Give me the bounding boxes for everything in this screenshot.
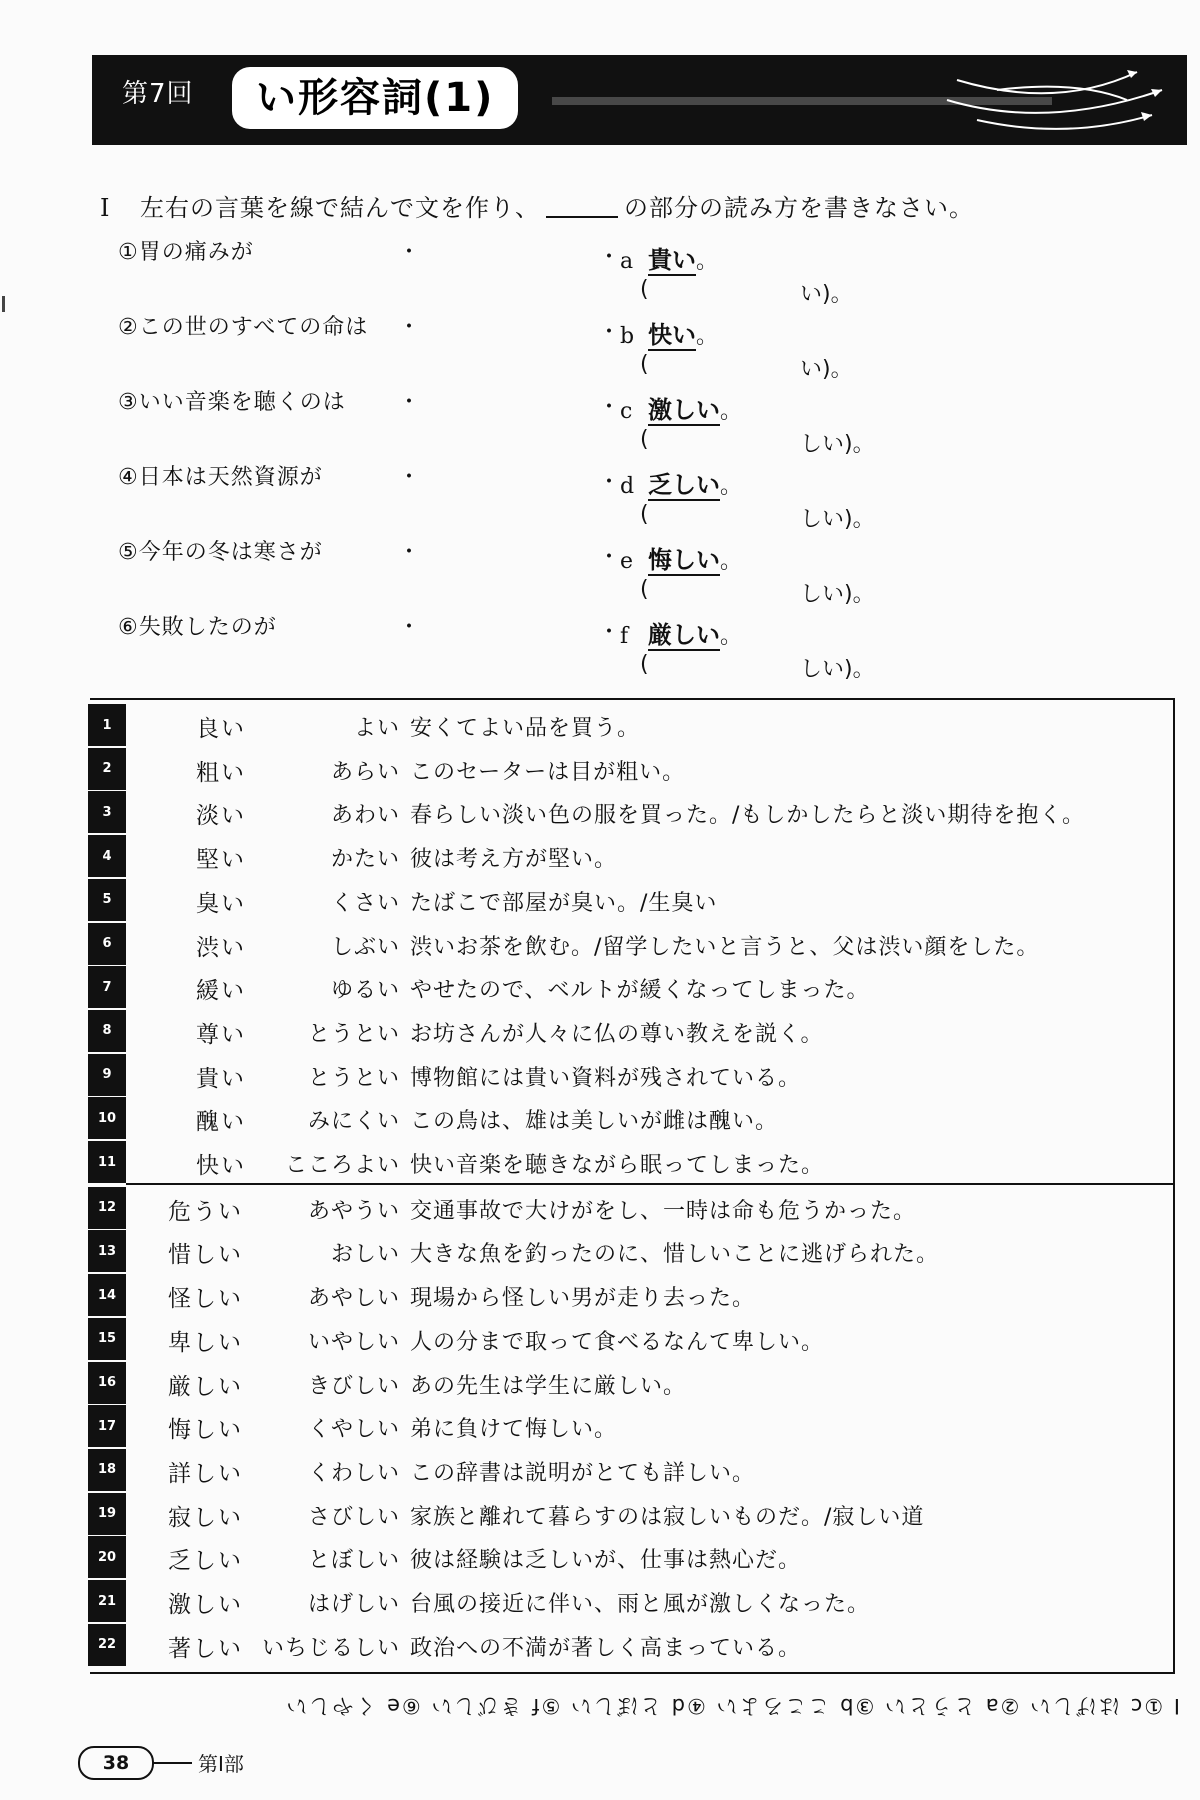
vocab-example: この辞書は説明がとても詳しい。 <box>410 1460 756 1486</box>
vocab-reading: ゆるい <box>330 978 400 1004</box>
reading-answer-field[interactable] <box>640 352 853 382</box>
sentence-end: 。 <box>720 549 743 574</box>
vocab-number: 17 <box>88 1405 126 1447</box>
vocab-kanji: 詳しい <box>168 1460 243 1487</box>
match-dot-left[interactable]: ・ <box>398 390 421 415</box>
option-letter: e <box>620 549 634 574</box>
blank-line <box>546 216 618 218</box>
part-label: 第I部 <box>198 1752 244 1776</box>
exercise-left-item: ⑥失敗したのが <box>118 615 277 640</box>
vocab-number: 16 <box>88 1362 126 1404</box>
paren-close: しい)。 <box>800 432 875 457</box>
vocab-number: 12 <box>88 1187 126 1229</box>
exercise-instruction <box>100 188 974 223</box>
sentence-end: 。 <box>720 474 743 499</box>
vocab-reading: はげしい <box>307 1592 400 1617</box>
paren-open: ( <box>640 577 649 602</box>
vocab-row <box>0 1318 1180 1362</box>
vocab-number: 1 <box>88 704 126 746</box>
sentence-end: 。 <box>696 324 719 349</box>
instruction-text-before: 左右の言葉を線で結んで文を作り、 <box>140 194 540 222</box>
vocab-row <box>0 1097 1180 1141</box>
vocab-kanji: 貴い <box>196 1065 246 1092</box>
match-dot-left[interactable]: ・ <box>398 240 421 265</box>
vocab-number: 15 <box>88 1318 126 1360</box>
vocab-example: 人の分まで取って食べるなんて卑しい。 <box>410 1329 825 1355</box>
exercise-right-item <box>620 315 718 350</box>
match-dot-left[interactable]: ・ <box>398 615 421 640</box>
exercise-right-item <box>620 615 742 650</box>
vocab-kanji: 良い <box>196 716 246 742</box>
vocab-number: 14 <box>88 1274 126 1316</box>
vocab-kanji: 渋い <box>196 934 246 961</box>
vocab-kanji: 緩い <box>196 978 246 1005</box>
target-word: 激しい <box>648 396 720 424</box>
target-word: 悔しい <box>648 546 720 574</box>
reading-answer-field[interactable] <box>640 577 875 607</box>
vocab-number: 2 <box>88 748 126 790</box>
target-word: 快い <box>648 321 696 349</box>
paren-close: い)。 <box>800 357 853 382</box>
vocab-reading: さびしい <box>307 1504 400 1530</box>
vocab-row <box>0 1536 1180 1580</box>
vocab-reading: くわしい <box>307 1460 400 1486</box>
vocab-row <box>0 923 1180 967</box>
vocab-example: あの先生は学生に厳しい。 <box>410 1373 687 1399</box>
vocab-row <box>0 1230 1180 1274</box>
exercise-left-item: ②この世のすべての命は <box>118 315 369 340</box>
vocab-kanji: 激しい <box>168 1592 243 1618</box>
vocab-reading: いちじるしい <box>261 1635 400 1661</box>
paren-open: ( <box>640 277 649 302</box>
paren-open: ( <box>640 427 649 452</box>
exercise-left-item: ①胃の痛みが <box>118 240 254 265</box>
vocab-kanji: 淡い <box>196 803 246 830</box>
scan-edge-mark <box>2 296 5 312</box>
match-dot-left[interactable]: ・ <box>398 540 421 565</box>
answer-key: I ①c はげしい ②a とうとい ③b こころよい ④d とぼしい ⑤f きびしい ⑥e くやしい <box>284 1694 1180 1718</box>
vocab-row <box>0 966 1180 1010</box>
lesson-header <box>92 55 1187 145</box>
vocab-number: 19 <box>88 1493 126 1535</box>
vocab-reading: かたい <box>330 847 400 873</box>
match-dot-left[interactable]: ・ <box>398 315 421 340</box>
vocab-row <box>0 1449 1180 1493</box>
paren-close: しい)。 <box>800 657 875 682</box>
vocab-reading: きびしい <box>307 1373 400 1399</box>
paren-close: しい)。 <box>800 582 875 607</box>
vocab-reading: よい <box>353 716 400 741</box>
vocab-number: 10 <box>88 1097 126 1139</box>
vocab-number: 11 <box>88 1141 126 1183</box>
vocab-kanji: 厳しい <box>168 1373 243 1400</box>
vocab-reading: しぶい <box>330 934 400 960</box>
vocab-example: この鳥は、雄は美しいが雌は醜い。 <box>410 1109 779 1135</box>
vocab-reading: あらい <box>330 759 400 785</box>
paren-open: ( <box>640 352 649 377</box>
vocab-example: 彼は考え方が堅い。 <box>410 847 618 873</box>
vocab-example: お坊さんが人々に仏の尊い教えを説く。 <box>410 1021 824 1047</box>
vocab-row <box>0 1010 1180 1054</box>
exercise-right-item <box>620 540 742 575</box>
vocab-kanji: 臭い <box>196 890 246 917</box>
vocab-reading: あわい <box>330 803 400 829</box>
vocab-row <box>0 1624 1180 1668</box>
exercise-left-item: ⑤今年の冬は寒さが <box>118 540 323 565</box>
vocab-kanji: 寂しい <box>168 1504 243 1531</box>
paren-open: ( <box>640 502 649 527</box>
reading-answer-field[interactable] <box>640 427 875 457</box>
vocab-example: 安くてよい品を買う。 <box>410 716 641 741</box>
option-letter: f <box>620 624 629 649</box>
paren-close: しい)。 <box>800 507 875 532</box>
vocab-reading: とうとい <box>307 1065 400 1091</box>
vocab-row <box>0 748 1180 792</box>
reading-answer-field[interactable] <box>640 502 875 532</box>
vocab-row <box>0 704 1180 748</box>
vocab-row <box>0 1405 1180 1449</box>
vocab-number: 13 <box>88 1230 126 1272</box>
vocab-number: 18 <box>88 1449 126 1491</box>
vocab-row <box>0 1141 1180 1185</box>
vocab-kanji: 粗い <box>196 759 246 786</box>
vocab-kanji: 堅い <box>196 847 246 874</box>
vocab-number: 3 <box>88 791 126 833</box>
vocab-number: 21 <box>88 1580 126 1622</box>
match-dot-right[interactable]: ・ <box>598 545 621 570</box>
vocab-example: 現場から怪しい男が走り去った。 <box>410 1286 756 1312</box>
vocab-number: 9 <box>88 1054 126 1096</box>
vocab-kanji: 怪しい <box>168 1286 243 1313</box>
match-dot-right[interactable]: ・ <box>598 620 621 645</box>
vocab-example: 家族と離れて暮らすのは寂しいものだ。/寂しい道 <box>410 1504 925 1530</box>
vocab-example: 春らしい淡い色の服を買った。/もしかしたらと淡い期待を抱く。 <box>410 803 1085 829</box>
vocab-number: 7 <box>88 966 126 1008</box>
vocab-number: 4 <box>88 835 126 877</box>
vocab-row <box>0 835 1180 879</box>
vocab-number: 20 <box>88 1536 126 1578</box>
vocab-example: 台風の接近に伴い、雨と風が激しくなった。 <box>410 1592 871 1617</box>
vocab-kanji: 醜い <box>196 1109 246 1136</box>
instruction-text-after: の部分の読み方を書きなさい。 <box>624 194 974 222</box>
vocab-example: 交通事故で大けがをし、一時は命も危うかった。 <box>410 1198 917 1224</box>
match-dot-right[interactable]: ・ <box>598 320 621 345</box>
vocab-row <box>0 1362 1180 1406</box>
vocab-example: 大きな魚を釣ったのに、惜しいことに逃げられた。 <box>410 1242 940 1268</box>
match-dot-right[interactable]: ・ <box>598 470 621 495</box>
vocab-row <box>0 1187 1180 1231</box>
option-letter: d <box>620 474 635 499</box>
exercise-left-item: ④日本は天然資源が <box>118 465 323 490</box>
page-number: 38 <box>78 1746 154 1780</box>
vocab-reading: おしい <box>330 1242 400 1268</box>
vocab-kanji: 快い <box>196 1153 246 1179</box>
exercise-right-item <box>620 390 742 425</box>
sentence-end: 。 <box>720 399 743 424</box>
vocab-example: 快い音楽を聴きながら眠ってしまった。 <box>410 1153 825 1178</box>
vocab-kanji: 卑しい <box>168 1329 243 1356</box>
vocab-reading: とうとい <box>307 1021 400 1047</box>
vocab-number: 5 <box>88 879 126 921</box>
vocab-reading: くさい <box>330 890 400 916</box>
paren-open: ( <box>640 652 649 677</box>
vocab-kanji: 悔しい <box>168 1417 243 1444</box>
exercise-right-item <box>620 465 742 500</box>
footer-rule <box>152 1762 192 1764</box>
reading-answer-field[interactable] <box>640 277 853 307</box>
vocab-kanji: 乏しい <box>168 1548 243 1575</box>
vocab-number: 22 <box>88 1624 126 1666</box>
vocab-example: たばこで部屋が臭い。/生臭い <box>410 890 718 916</box>
vocab-row <box>0 791 1180 835</box>
vocab-row <box>0 1493 1180 1537</box>
vocab-reading: とぼしい <box>307 1548 400 1574</box>
vocab-reading: くやしい <box>307 1417 400 1443</box>
reading-answer-field[interactable] <box>640 652 875 682</box>
exercise-right-item <box>620 240 718 275</box>
target-word: 厳しい <box>648 621 720 649</box>
vocab-row <box>0 1274 1180 1318</box>
exercise-left-item: ③いい音楽を聴くのは <box>118 390 346 415</box>
vocab-reading: あやうい <box>307 1198 400 1224</box>
vocab-number: 6 <box>88 923 126 965</box>
target-word: 乏しい <box>648 471 720 499</box>
vocab-example: 博物館には貴い資料が残されている。 <box>410 1065 802 1091</box>
match-dot-right[interactable]: ・ <box>598 245 621 270</box>
vocab-example: 彼は経験は乏しいが、仕事は熱心だ。 <box>410 1548 802 1574</box>
sentence-end: 。 <box>720 624 743 649</box>
vocab-kanji: 尊い <box>196 1021 246 1048</box>
match-dot-left[interactable]: ・ <box>398 465 421 490</box>
section-roman-numeral: I <box>100 194 111 222</box>
vocab-kanji: 惜しい <box>168 1242 243 1269</box>
match-dot-right[interactable]: ・ <box>598 395 621 420</box>
vocab-kanji: 著しい <box>168 1635 243 1662</box>
vocab-example: やせたので、ベルトが緩くなってしまった。 <box>410 978 870 1004</box>
vocab-reading: いやしい <box>307 1329 400 1355</box>
option-letter: b <box>620 324 635 349</box>
option-letter: a <box>620 249 634 274</box>
vocab-reading: みにくい <box>307 1109 400 1135</box>
vocab-number: 8 <box>88 1010 126 1052</box>
vocab-row <box>0 1054 1180 1098</box>
vocab-row <box>0 1580 1180 1624</box>
vocab-example: 弟に負けて悔しい。 <box>410 1417 618 1443</box>
page-title: い形容詞(1) <box>232 67 518 129</box>
vocab-reading: こころよい <box>284 1153 400 1178</box>
vocab-row <box>0 879 1180 923</box>
arrows-decoration-icon <box>937 60 1177 140</box>
paren-close: い)。 <box>800 282 853 307</box>
sentence-end: 。 <box>696 249 719 274</box>
option-letter: c <box>620 399 633 424</box>
target-word: 貴い <box>648 246 696 274</box>
lesson-number: 第7回 <box>122 79 194 109</box>
vocab-example: 渋いお茶を飲む。/留学したいと言うと、父は渋い顔をした。 <box>410 934 1040 960</box>
vocab-example: 政治への不満が著しく高まっている。 <box>410 1635 802 1661</box>
vocab-kanji: 危うい <box>168 1198 243 1225</box>
vocab-example: このセーターは目が粗い。 <box>410 759 686 785</box>
vocab-reading: あやしい <box>307 1286 400 1312</box>
